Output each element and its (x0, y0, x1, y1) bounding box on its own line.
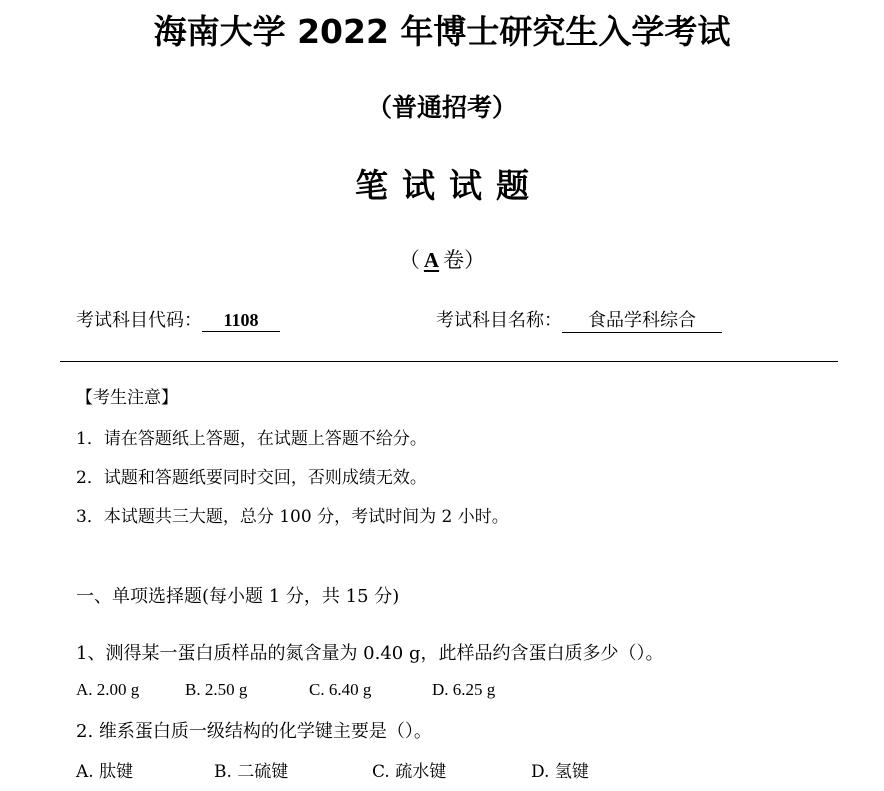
question-option: C. 6.40 g (309, 680, 372, 699)
divider-line (60, 361, 838, 362)
paper-version-prefix: （ (398, 248, 420, 272)
subject-code-field (76, 306, 280, 332)
notice-item: 2．试题和答题纸要同时交回，否则成绩无效。 (76, 468, 427, 488)
question-option: A. 肽键 (76, 762, 134, 782)
subject-code-value: 1108 (202, 309, 280, 332)
question-option: D. 6.25 g (432, 680, 496, 699)
question-text: 1、测得某一蛋白质样品的氮含量为 0.40 g，此样品约含蛋白质多少（）。 (76, 643, 664, 664)
question-option: A. 2.00 g (76, 680, 140, 699)
question-option: D. 氢键 (531, 762, 589, 782)
subject-name-label: 考试科目名称： (436, 310, 562, 331)
paper-version-value: A (423, 248, 440, 272)
exam-subtitle: （普通招考） (366, 93, 517, 122)
notice-item: 1．请在答题纸上答题，在试题上答题不给分。 (76, 429, 427, 449)
paper-version-suffix: 卷） (443, 248, 486, 272)
question-text: 2. 维系蛋白质一级结构的化学键主要是（）。 (76, 721, 432, 742)
subject-name-value: 食品学科综合 (562, 310, 722, 333)
section-title: 一、单项选择题(每小题 1 分，共 15 分) (76, 586, 400, 607)
question-option: B. 2.50 g (185, 680, 248, 699)
question-option: C. 疏水键 (372, 762, 447, 782)
notice-item: 3．本试题共三大题，总分 100 分，考试时间为 2 小时。 (76, 507, 509, 527)
notice-title: 【考生注意】 (76, 388, 178, 408)
subject-name-field (436, 306, 722, 333)
written-exam-heading: 笔试试题 (355, 166, 543, 205)
subject-code-label: 考试科目代码： (76, 310, 202, 331)
exam-title: 海南大学 2022 年博士研究生入学考试 (153, 12, 731, 51)
question-option: B. 二硫键 (214, 762, 289, 782)
paper-version-line (0, 244, 884, 274)
